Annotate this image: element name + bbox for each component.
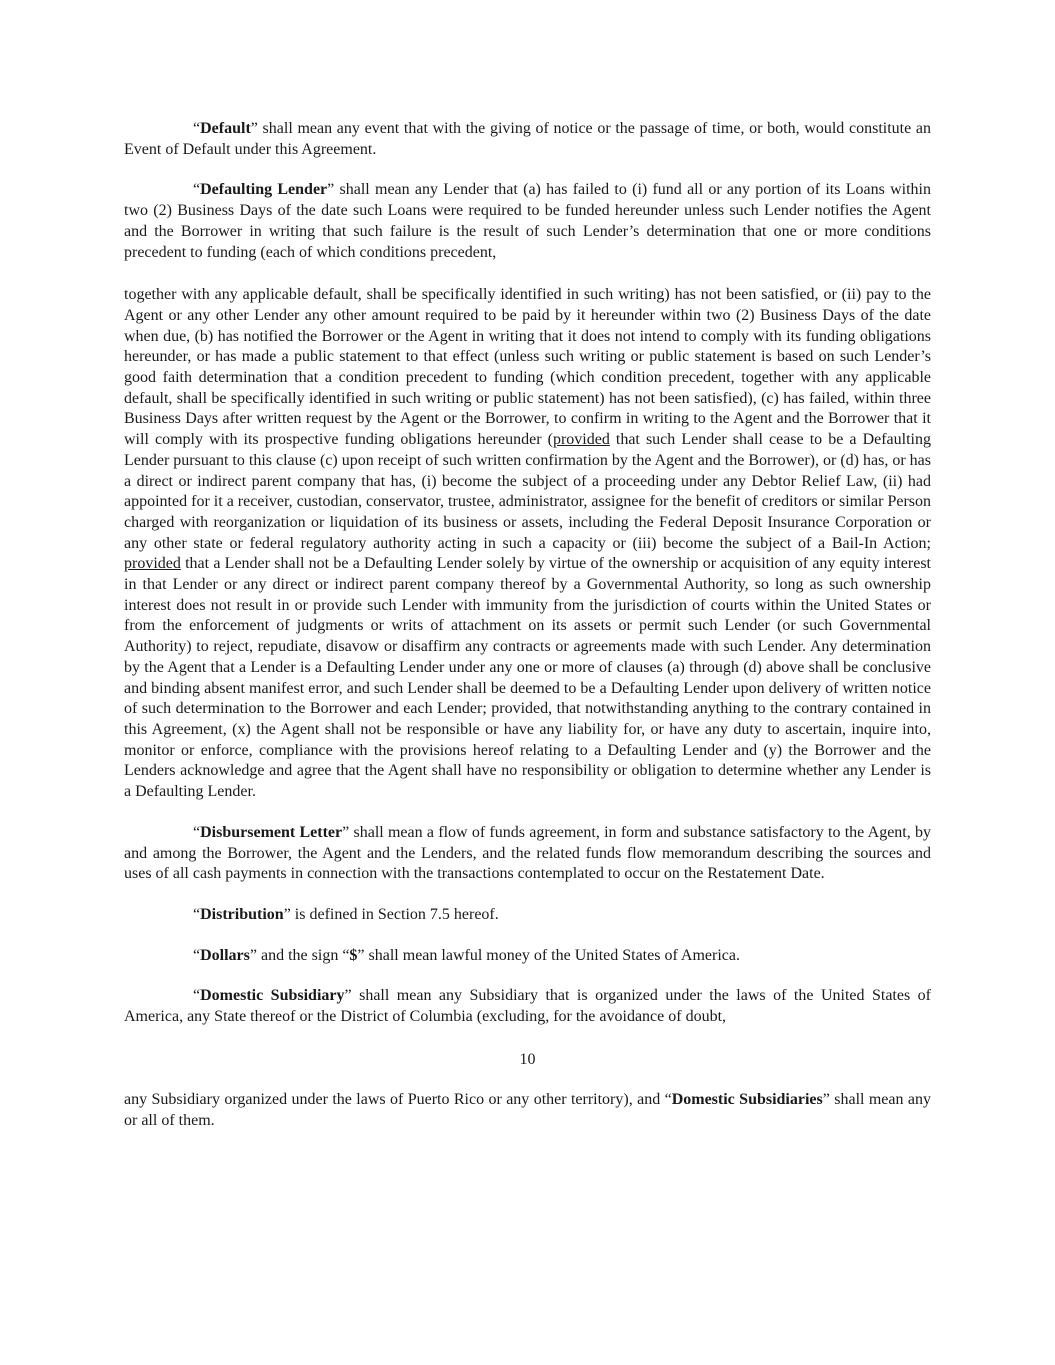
- term-disbursement-letter: Disbursement Letter: [200, 823, 343, 841]
- definition-text: is defined in Section 7.5 hereof.: [290, 905, 499, 923]
- definition-text: that a Lender shall not be a Defaulting Lender solely by virtue of the ownership or acquisition of any equity interest in that Lender or any direct or indirect parent company thereof by a Governmental Authority, so long as such ownership interest does not result in or provide such Lender with immunity from the jurisdiction of courts within the United States or from the enforcement of judgments or writs of attachment on its assets or permit such Lender (or such Governmental Authority) to reject, repudiate, disavow or disaffirm any contracts or agreements made with such Lender. Any determination by the Agent that a Lender is a Defaulting Lender under any one or more of clauses (a) through (d) above shall be conclusive and binding absent manifest error, and such Lender shall be deemed to be a Defaulting Lender upon delivery of written notice of such determination to the Borrower and each Lender; provided, that notwithstanding anything to the contrary contained in this Agreement, (x) the Agent shall not be responsible or have any liability for, or have any duty to ascertain, inquire into, monitor or enforce, compliance with the provisions hereof relating to a Defaulting Lender and (y) the Borrower and the Lenders acknowledge and agree that the Agent shall have no responsibility or obligation to determine whether any Lender is a Defaulting Lender.: [124, 555, 931, 801]
- definition-text: shall mean any Subsidiary that is organized under the laws of the United States of America, any State thereof or the District of Columbia (excluding, for the avoidance of doubt,: [124, 987, 932, 1026]
- definition-text: ” shall mean lawful money of the United States of America.: [357, 946, 740, 964]
- definition-text: shall mean a flow of funds agreement, in form and substance satisfactory to the Agent, by and among the Borrower, the Agent and the Lenders, and the related funds flow memorandum describing the sources and uses of all cash payments in connection with the transactions contemplated to occur on the Restatement Date.: [124, 823, 931, 883]
- definition-text: shall mean any event that with the giving of notice or the passage of time, or both, would constitute an Event of Default under this Agreement.: [124, 120, 931, 158]
- term-domestic-subsidiaries: Domestic Subsidiaries: [671, 1091, 823, 1109]
- page-number: 10: [519, 1050, 536, 1068]
- term-dollar-sign: $: [349, 946, 358, 964]
- provided-underlined: provided: [552, 431, 610, 449]
- definition-text: any Subsidiary organized under the laws of Puerto Rico or any other territory), and “: [124, 1091, 672, 1109]
- definition-text: and the sign “: [257, 946, 350, 964]
- definition-disbursement-letter: “Disbursement Letter” shall mean a flow of funds agreement, in form and substance satisfactory to the Agent, by and among the Borrower, the Agent and the Lenders, and the related funds flow memorandum describing the sources and uses of all cash payments in connection with the transactions contemplated to occur on the Restatement Date.: [124, 823, 931, 883]
- definition-default: “Default” shall mean any event that with the giving of notice or the passage of time, or both, would constitute an Event of Default under this Agreement.: [124, 120, 931, 158]
- definition-dollars: “Dollars” and the sign “$” shall mean lawful money of the United States of America.: [193, 946, 740, 964]
- definition-defaulting-lender-continued: [124, 285, 931, 803]
- definition-distribution: “Distribution” is defined in Section 7.5 hereof.: [193, 905, 499, 923]
- definition-domestic-subsidiary: “Domestic Subsidiary” shall mean any Subsidiary that is organized under the laws of the United States of America, any State thereof or the District of Columbia (excluding, for the avoidance of doubt,: [124, 987, 932, 1026]
- term-distribution: Distribution: [200, 905, 284, 923]
- term-default: Default: [200, 120, 251, 137]
- definition-text: shall mean any Lender that (a) has failed to (i) fund all or any portion of its Loans within two (2) Business Days of the date such Loans were required to be funded hereunder unless such Lender notifies the Agent and the Borrower in writing that such failure is the result of such Lender’s determination that one or more conditions precedent to funding (each of which conditions precedent,: [124, 181, 931, 261]
- definition-defaulting-lender: “Defaulting Lender” shall mean any Lender that (a) has failed to (i) fund all or any portion of its Loans within two (2) Business Days of the date such Loans were required to be funded hereunder unless such Lender notifies the Agent and the Borrower in writing that such failure is the result of such Lender’s determination that one or more conditions precedent to funding (each of which conditions precedent,: [124, 181, 931, 261]
- term-domestic-subsidiary: Domestic Subsidiary: [200, 987, 345, 1005]
- provided-underlined: provided: [124, 555, 181, 573]
- term-dollars: Dollars: [200, 946, 250, 964]
- definition-text: ” shall mean any or all of them.: [124, 1091, 931, 1130]
- term-defaulting-lender: Defaulting Lender: [200, 181, 328, 199]
- document-page: [124, 119, 931, 1132]
- definition-text: that such Lender shall cease to be a Defaulting Lender pursuant to this clause (c) upon receipt of such written confirmation by the Agent and the Borrower), or (d) has, or has a direct or indirect parent company that has, (i) become the subject of a proceeding under any Debtor Relief Law, (ii) had appointed for it a receiver, custodian, conservator, trustee, administrator, assignee for the benefit of creditors or similar Person charged with reorganization or liquidation of its business or assets, including the Federal Deposit Insurance Corporation or any other state or federal regulatory authority acting in such a capacity or (iii) become the subject of a Bail-In Action;: [124, 431, 931, 552]
- definition-text: together with any applicable default, shall be specifically identified in such writing) has not been satisfied, or (ii) pay to the Agent or any other Lender any other amount required to be paid by it hereunder within two (2) Business Days of the date when due, (b) has notified the Borrower or the Agent in writing that it does not intend to comply with its funding obligations hereunder, or has made a public statement to that effect (unless such writing or public statement is based on such Lender’s good faith determination that a condition precedent to funding (which condition precedent, together with any applicable default, shall be specifically identified in such writing or public statement) has not been satisfied), (c) has failed, within three Business Days after written request by the Agent or the Borrower, to confirm in writing to the Agent and the Borrower that it will comply with its prospective funding obligations hereunder (: [124, 286, 931, 449]
- definition-domestic-subsidiary-continued: [124, 1090, 931, 1131]
